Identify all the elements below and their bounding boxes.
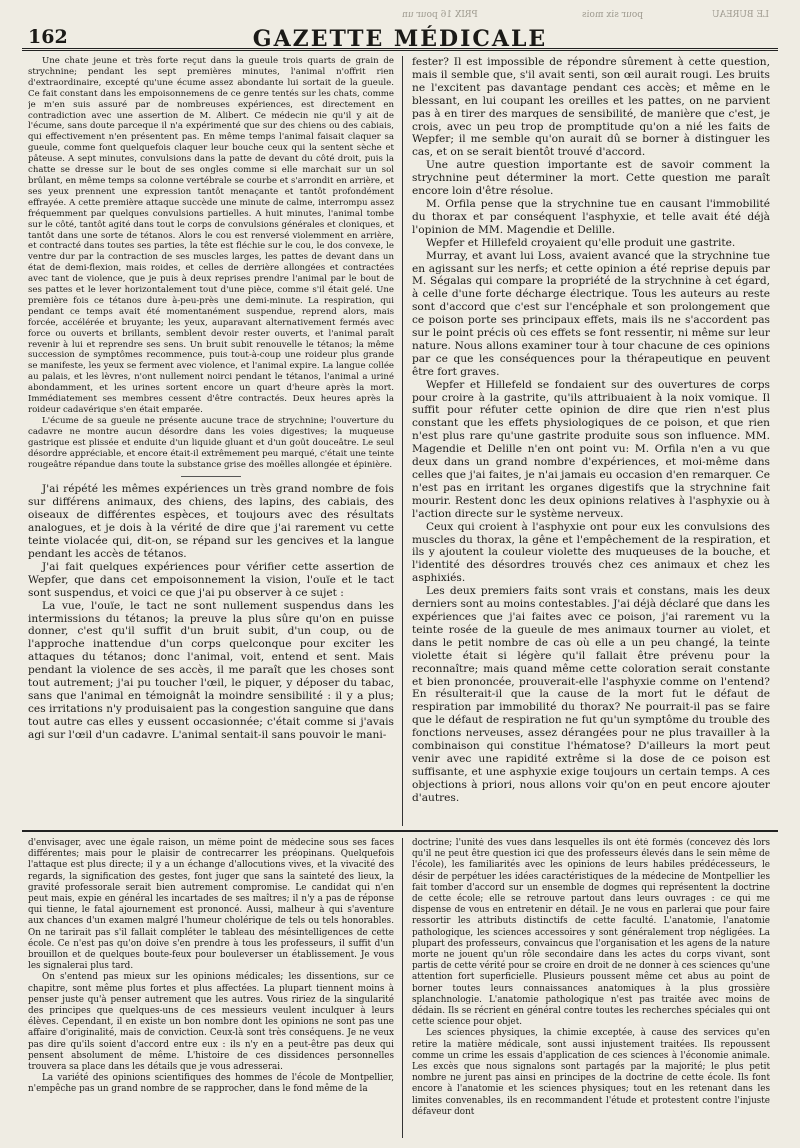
feuilleton bbox=[22, 838, 778, 1138]
paragraph: Wepfer et Hillefeld croyaient qu'elle produit une gastrite. bbox=[426, 236, 736, 249]
main-article bbox=[22, 56, 778, 826]
page-title: GAZETTE MÉDICALE bbox=[252, 26, 548, 52]
paragraph: Une autre question importante est de savoir comment la strychnine peut déterminer la mort. Cette question me paraît encore loin d'être résolue. bbox=[412, 159, 770, 198]
paragraph: Une chate jeune et très forte reçut dans la gueule trois quarts de grain de strychnine; pendant les sept premières minutes, l'animal n'offrit rien d'extraordinaire, excepté qu'une écume assez abondante lui sortait de la gueule. Ce fait constant dans les empoisonnemens de ce genre tentés sur les chats, comme je m'en suis assuré par de nombreuses expériences, est directement en contradiction avec une assertion de M. Alibert. Ce médecin nie qu'il y ait de l'écume, sans doute parceque il n'a expérimenté que sur des chiens ou des cabiais, qui effectivement n'en présentent pas. En même temps l'animal faisait claquer sa gueule, comme font quelquefois claquer leur bouche ceux qui la sentent sèche et pâteuse. A sept minutes, convulsions dans la patte de devant du côté droit, puis la chatte se dresse sur le bout de ses ongles comme si elle marchait sur un sol brûlant, en même temps sa colonne vertébrale se courbe et s'arrondit en arrière, et ses yeux prennent une expression tantôt menaçante et tantôt profondément effrayée. A cette première attaque succède une minute de calme, interrompu assez fréquemment par quelques convulsions partielles. A huit minutes, l'animal tombe sur le côté, tantôt agité dans tout le corps de convulsions générales et cloniques, et tantôt dans une sorte de tétanos. Alors le cou est renversé violemment en arrière, et contracté dans toutes ses parties, la tête est fléchie sur le cou, le dos convexe, le ventre dur par la contraction de ses muscles larges, les pattes de devant dans un état de demi-flexion, mais roides, et celles de derrière allongées et contractées avec tant de violence, que je puis à deux reprises prendre l'animal par le bout de ses pattes et le lever horizontalement tout d'une pièce, comme s'il était gelé. Une première fois ce tétanos dure à-peu-près une demi-minute. La respiration, qui pendant ce temps avait été momentanément suspendue, reprend alors, mais forcée, accélérée et bruyante; les yeux, auparavant alternativement fermés avec force ou ouverts et brillants, semblent devoir rester ouverts, et l'animal paraît revenir à lui et reprendre ses sens. Un bruit subit renouvelle le tétanos; la même succession de symptômes recommence, puis tout-à-coup une roideur plus grande se manifeste, les yeux se ferment avec violence, et l'animal expire. La langue collée au palais, et les lèvres, n'ont nullement noirci pendant le tétanos, l'animal a uriné abondamment, et les urines sortent encore un quart d'heure après la mort. Immédiatement ses membres cessent d'être contractés. Deux heures après la roideur cadavérique s'en était emparée. bbox=[28, 56, 394, 415]
paragraph: Murray, et avant lui Loss, avaient avancé que la strychnine tue en agissant sur les nerfs; et cette opinion a été reprise depuis par M. Ségalas qui compare la propriété de la strychnine à cet égard, à celle d'une forte décharge électrique. Tous les auteurs au reste sont d'accord que c'est sur l'encéphale et son prolongement que ce poison porte ses principaux effets, mais ils ne s'accordent pas sur le point précis où ces effets se font ressentir, ni même sur leur nature. Nous allons examiner tour à tour chacune de ces opinions par ce que les conséquences pour la thérapeutique en peuvent être fort graves. bbox=[412, 249, 770, 378]
small-print-section bbox=[28, 56, 394, 470]
paragraph: d'envisager, avec une égale raison, un même point de médecine sous ses faces différentes; mais pour le plaisir de contrecarrer les préopinans. Quelquefois l'attaque est plus directe; il y a un échange d'allocutions vives, et la vivacité des regards, la signification des gestes, font juger que sans la sainteté des lieux, la gravité professorale serait bien autrement compromise. Le candidat qui n'en peut mais, expie en général les incartades de ses maîtres; il n'y a pas de réponse qui tienne, le fatal ajournement est prononcé. Aussi, malheur à qui s'aventure aux chances d'un examen malgré l'humeur cholérique de tels ou tels honorables. On ne tarirait pas s'il fallait compléter le tableau des mésintelligences de cette école. Ce n'est pas qu'on doive s'en prendre à tous les professeurs, il suffit d'un brouillon et de quelques boute-feux pour bouleverser un établissement. Je vous les signalerai plus tard. bbox=[28, 838, 394, 972]
feuilleton-divider bbox=[22, 830, 778, 832]
paragraph: Les sciences physiques, la chimie exceptée, à cause des services qu'en retire la matière médicale, sont aussi injustement traitées. Ils repoussent comme un crime les essais d'application de ces sciences à l'économie animale. Les excès que nous signalons sont partagés par la majorité; le plus petit nombre ne jurent pas ainsi en principes de la doctrine de cette école. Ils font encore à l'anatomie et les sciences physiques; tout en les retenant dans les limites convenables, ils en recommandent l'étude et protestent contre l'injuste défaveur dont bbox=[412, 1028, 770, 1117]
paragraph: L'écume de sa gueule ne présente aucune trace de strychnine; l'ouverture du cadavre ne montre aucun désordre dans les voies digestives; la muqueuse gastrique est plissée et enduite d'un liquide gluant et d'un goût douceâtre. Le seul désordre appréciable, et encore était-il extrêmement peu marqué, c'était une teinte rougeâtre répandue dans toute la substance grise des moëlles allongée et épinière. bbox=[28, 415, 394, 470]
bleed-through-text: PRIX 16 pour un bbox=[402, 10, 478, 20]
paragraph: La variété des opinions scientifiques des hommes de l'école de Montpellier, n'empêche pas un grand nombre de se rapprocher, dans le fond même de la bbox=[28, 1073, 394, 1095]
bleed-through-text: pour six mois bbox=[582, 10, 644, 20]
paragraph: J'ai répété les mêmes expériences un très grand nombre de fois sur différens animaux, des chiens, des lapins, des cabiais, des oiseaux de différentes espèces, et toujours avec des résultats analogues, et je dois à la vérité de dire que j'ai rarement vu cette teinte violacée qui, dit-on, se répand sur les gencives et la langue pendant les accès de tétanos. bbox=[28, 483, 394, 560]
feuilleton-right-column bbox=[412, 838, 770, 1138]
paragraph: Les deux premiers faits sont vrais et constans, mais les deux derniers sont au moins contestables. J'ai déjà déclaré que dans les expériences que j'ai faites avec ce poison, j'ai rarement vu la teinte rosée de la gueule de mes animaux tourner au violet, et dans le petit nombre de cas où elle a un peu changé, la teinte violette était si légère qu'il fallait être prévenu pour la reconnaître; mais quand même cette coloration serait constante et bien prononcée, prouverait-elle l'asphyxie comme on l'entend? En résulterait-il que la cause de la mort fut le défaut de respiration par immobilité du thorax? Ne pourrait-il pas se faire que le défaut de respiration ne fut qu'un symptôme du trouble des fonctions nerveuses, assez dérangées pour ne plus travailler à la combinaison qui constitue l'hématose? D'ailleurs la mort peut venir avec une rapidité extrême si la dose de ce poison est suffisante, et une asphyxie exige toujours un certain temps. A ces objections à priori, nous allons voir qu'on en peut encore ajouter d'autres. bbox=[412, 585, 770, 804]
section-divider bbox=[181, 476, 241, 477]
paragraph: doctrine; l'unité des vues dans lesquelles ils ont été formés (concevez dès lors qu'il ne peut être question ici que des professeurs élevés dans le sein même de l'école), les familiarités avec les opinions de leurs habiles prédécesseurs, le désir de perpétuer les idées caractéristiques de la médecine de Montpellier les fait tomber d'accord sur un ensemble de dogmes qui représentent la doctrine de cette école; elle se retrouve partout dans leurs ouvrages : ce qui me dispense de vous en entretenir en détail. Je ne vous en parlerai que pour faire ressortir les attributs distinctifs de cette faculté. L'anatomie, l'anatomie pathologique, les sciences accessoires y sont généralement trop négligées. La plupart des professeurs, convaincus que l'organisation et les agens de la nature morte ne jouent qu'un rôle secondaire dans les actes du corps vivant, sont partis de cette vérité pour se croire en droit de ne donner à ces sciences qu'une attention fort superficielle. Plusieurs poussent même cet abus au point de borner toutes leurs connaissances anatomiques à la plus grossière splanchnologie. L'anatomie pathologique n'est pas traitée avec moins de dédain. Ils se récrient en général contre toutes les recherches spéciales qui ont cette science pour objet. bbox=[412, 838, 770, 1028]
column-rule bbox=[402, 56, 403, 826]
page-number: 162 bbox=[28, 26, 68, 48]
paragraph: On s'entend pas mieux sur les opinions médicales; les dissentions, sur ce chapitre, sont même plus fortes et plus affectées. La plupart tiennent moins à penser juste qu'à penser autrement que les autres. Vous ririez de la singularité des principes que quelques-uns de ces messieurs veulent inculquer à leurs élèves. Cependant, il en existe un bon nombre dont les opinions ne sont pas une affaire d'originalité, mais de conviction. Ceux-là sont très conséquens. Je ne veux pas dire qu'ils soient d'accord entre eux : ils n'y en a peut-être pas deux qui pensent absolument de même. L'histoire de ces dissidences personnelles trouvera sa place dans les détails que je vous adresserai. bbox=[28, 972, 394, 1073]
paragraph: Ceux qui croient à l'asphyxie ont pour eux les convulsions des muscles du thorax, la gêne et l'empêchement de la respiration, et ils y ajoutent la couleur violette des muqueuses de la bouche, et l'identité des désordres trouvés chez ces animaux et chez les asphixiés. bbox=[412, 520, 770, 585]
page-header bbox=[22, 8, 778, 51]
left-column bbox=[28, 56, 394, 826]
newspaper-page bbox=[22, 8, 778, 1140]
paragraph: Wepfer et Hillefeld se fondaient sur des ouvertures de corps pour croire à la gastrite, qu'ils attribuaient à la noix vomique. Il suffit pour réfuter cette opinion de dire que rien n'est plus constant que les effets physiologiques de ce poison, et que rien n'est plus rare qu'une gastrite produite sous son influence. MM. Magendie et Delille n'en ont point vu: M. Orfila n'en a vu que deux dans un grand nombre d'expériences, et moi-même dans celles que j'ai faites, je n'ai jamais eu occasion d'en remarquer. Ce n'est pas en irritant les organes digestifs que la strychnine fait mourir. Restent donc les deux opinions relatives à l'asphyxie ou à l'action directe sur le système nerveux. bbox=[412, 378, 770, 520]
paragraph: M. Orfila pense que la strychnine tue en causant l'immobilité du thorax et par conséquent l'asphyxie, et telle avait été déjà l'opinion de MM. Magendie et Delille. bbox=[412, 197, 770, 236]
paragraph: J'ai fait quelques expériences pour vérifier cette assertion de Wepfer, que dans cet empoisonnement la vision, l'ouïe et le tact sont suspendus, et voici ce que j'ai pu observer à ce sujet : bbox=[28, 560, 394, 599]
bleed-through-text: LE BUREAU bbox=[712, 10, 770, 20]
feuilleton-left-column bbox=[28, 838, 394, 1138]
paragraph: La vue, l'ouïe, le tact ne sont nullement suspendus dans les intermissions du tétanos; la preuve la plus sûre qu'on en puisse donner, c'est qu'il suffit d'un bruit subit, d'un coup, ou de l'approche inattendue d'un corps quelconque pour exciter les attaques du tétanos; donc l'animal, voit, entend et sent. Mais pendant la violence de ses accès, il me paraît que les choses sont tout autrement; j'ai pu toucher l'œil, le piquer, y déposer du tabac, sans que l'animal en témoignât la moindre sensibilité : il y a plus; ces irritations n'y produisaient pas la congestion sanguine que dans tout autre cas elles y eussent occasionnée; c'était comme si j'avais agi sur l'œil d'un cadavre. L'animal sentait-il sans pouvoir le mani- bbox=[28, 599, 394, 741]
large-print-section bbox=[28, 483, 394, 741]
paragraph: fester? Il est impossible de répondre sûrement à cette question, mais il semble que, s'il avait senti, son œil aurait rougi. Les bruits ne l'excitent pas davantage pendant ces accès; et même en le blessant, en lui coupant les oreilles et les pattes, on ne parvient pas à en tirer des marques de sensibilité, de manière que c'est, je crois, avec un peu trop de promptitude qu'on a nié les faits de Wepfer; il me semble qu'on aurait dû se borner à distinguer les cas, et on se serait bientôt trouvé d'accord. bbox=[412, 56, 770, 159]
right-column bbox=[412, 56, 770, 826]
column-rule bbox=[402, 838, 403, 1138]
